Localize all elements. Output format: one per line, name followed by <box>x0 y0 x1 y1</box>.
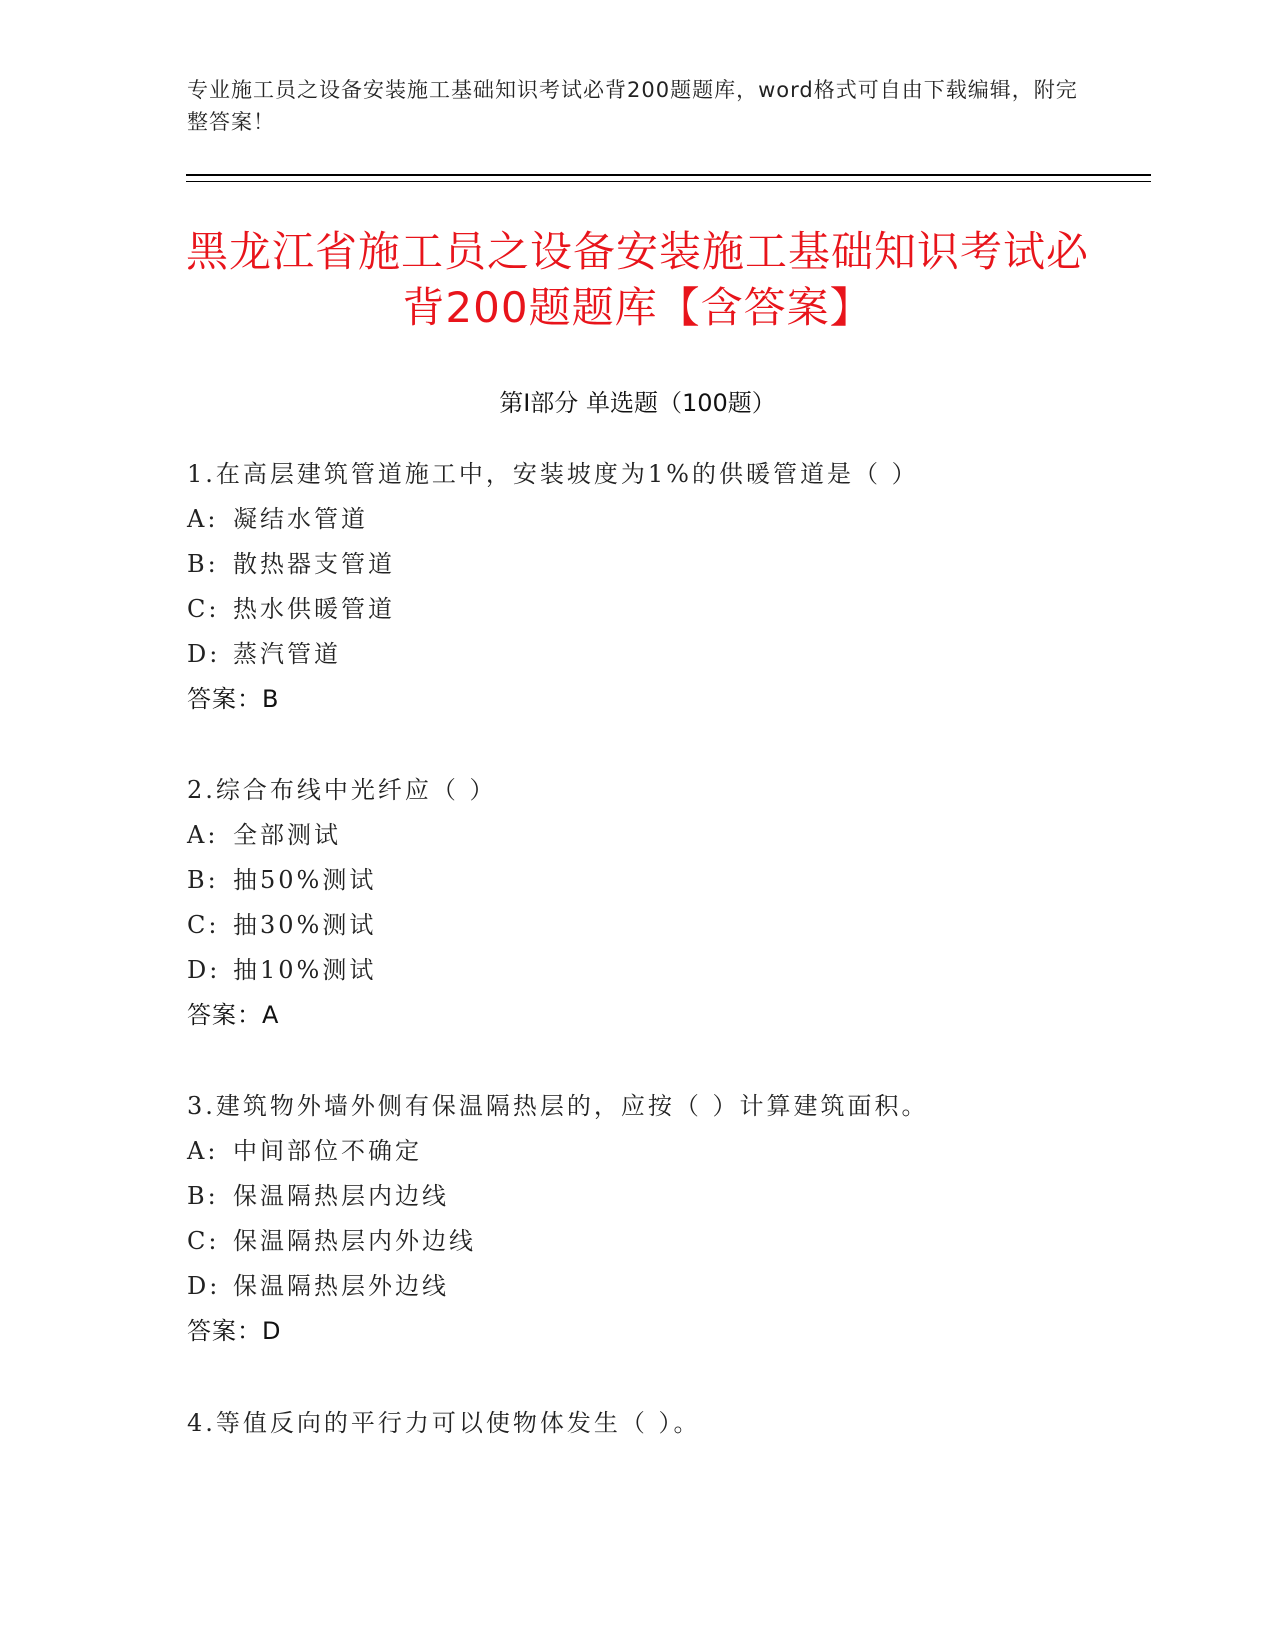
question-stem: 3.建筑物外墙外侧有保温隔热层的，应按（ ）计算建筑面积。 <box>187 1092 929 1120</box>
option-a <box>187 1129 1147 1174</box>
question-stem: 1.在高层建筑管道施工中，安装坡度为1%的供暖管道是（ ） <box>187 460 919 488</box>
option-letter: A: <box>187 821 219 849</box>
option-letter: C: <box>187 595 220 623</box>
question-block-1 <box>187 452 1147 722</box>
option-d <box>187 1264 1147 1309</box>
header-divider-thin <box>186 181 1151 182</box>
option-d <box>187 948 1147 993</box>
question-stem: 2.综合布线中光纤应（ ） <box>187 776 497 804</box>
option-text: 散热器支管道 <box>233 550 395 578</box>
option-c <box>187 1219 1147 1264</box>
option-text: 热水供暖管道 <box>233 595 395 623</box>
option-letter: D: <box>187 956 221 984</box>
option-a <box>187 497 1147 542</box>
option-text: 蒸汽管道 <box>233 640 341 668</box>
option-text: 抽10%测试 <box>233 956 377 984</box>
option-text: 保温隔热层外边线 <box>233 1272 449 1300</box>
question-block-2 <box>187 768 1147 1038</box>
answer-line: 答案：D <box>187 1317 282 1345</box>
option-text: 抽50%测试 <box>233 866 377 894</box>
option-text: 保温隔热层内外边线 <box>233 1227 476 1255</box>
header-note: 专业施工员之设备安装施工基础知识考试必背200题题库，word格式可自由下载编辑，附完整答案！ <box>187 78 1078 134</box>
answer-line: 答案：B <box>187 685 280 713</box>
option-text: 保温隔热层内边线 <box>233 1182 449 1210</box>
section-heading: 第Ⅰ部分 单选题（100题） <box>499 389 776 417</box>
option-letter: A: <box>187 1137 219 1165</box>
option-d <box>187 632 1147 677</box>
option-b <box>187 1174 1147 1219</box>
header-divider-thick <box>186 174 1151 176</box>
question-block-4 <box>187 1401 1147 1446</box>
option-letter: C: <box>187 911 220 939</box>
option-text: 中间部位不确定 <box>233 1137 422 1165</box>
option-letter: D: <box>187 640 221 668</box>
option-letter: C: <box>187 1227 220 1255</box>
option-c <box>187 587 1147 632</box>
option-b <box>187 542 1147 587</box>
option-letter: A: <box>187 505 219 533</box>
option-letter: B: <box>187 1182 219 1210</box>
option-text: 抽30%测试 <box>233 911 377 939</box>
option-c <box>187 903 1147 948</box>
option-letter: B: <box>187 866 219 894</box>
document-title: 黑龙江省施工员之设备安装施工基础知识考试必背200题题库【含答案】 <box>185 227 1089 332</box>
option-letter: D: <box>187 1272 221 1300</box>
question-block-3 <box>187 1084 1147 1354</box>
question-stem: 4.等值反向的平行力可以使物体发生（ ）。 <box>187 1409 701 1437</box>
option-text: 凝结水管道 <box>233 505 368 533</box>
option-letter: B: <box>187 550 219 578</box>
option-a <box>187 813 1147 858</box>
option-text: 全部测试 <box>233 821 341 849</box>
answer-line: 答案：A <box>187 1001 280 1029</box>
option-b <box>187 858 1147 903</box>
